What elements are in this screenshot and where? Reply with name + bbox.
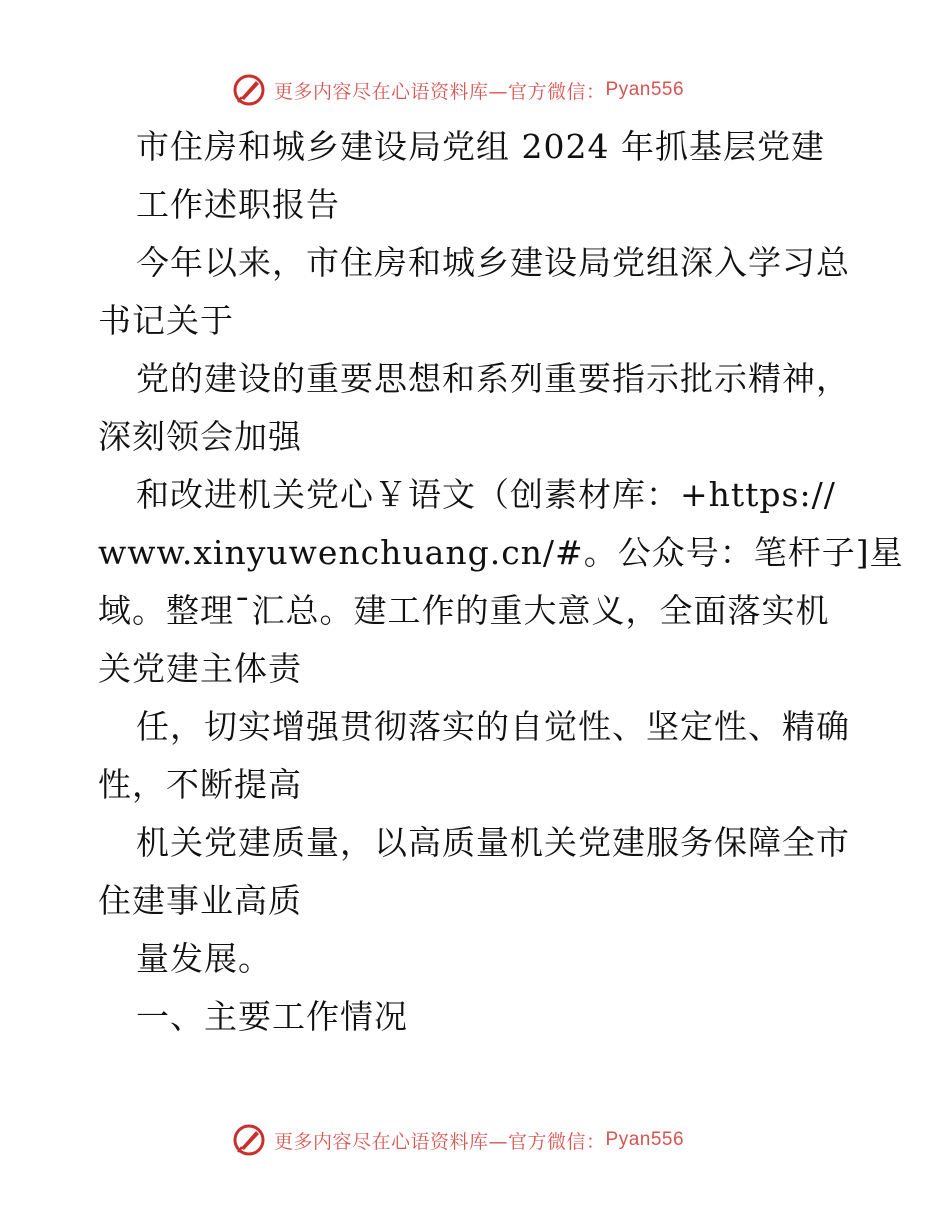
body-line: 任，切实增强贯彻落实的自觉性、坚定性、精确 (136, 707, 850, 746)
body-line: 市住房和城乡建设局党组 2024 年抓基层党建 (136, 127, 825, 166)
body-line: 党的建设的重要思想和系列重要指示批示精神， (136, 359, 850, 398)
body-line: 机关党建质量，以高质量机关党建服务保障全市 (136, 823, 850, 862)
body-line: 今年以来，市住房和城乡建设局党组深入学习总 (136, 243, 850, 282)
red-quill-logo-icon (232, 73, 266, 107)
body-line: 性，不断提高 (98, 765, 302, 804)
header-watermark (232, 70, 684, 110)
body-line: 书记关于 (98, 301, 234, 340)
body-line: 和改进机关党心￥语文（创素材库：+https:// (136, 475, 836, 514)
watermark-wechat-id: Pyan556 (605, 79, 685, 100)
body-line: www.xinyuwenchuang.cn/#。公众号：笔杆子]星 (98, 533, 904, 572)
body-line: 量发展。 (136, 939, 272, 978)
body-line: 深刻领会加强 (98, 417, 302, 456)
watermark-wechat-id: Pyan556 (605, 1129, 685, 1150)
body-line: 住建事业高质 (98, 881, 302, 920)
red-quill-logo-icon (232, 1123, 266, 1157)
watermark-text: 更多内容尽在心语资料库—官方微信： (274, 1130, 606, 1153)
document-body (98, 118, 904, 1046)
body-line: 关党建主体责 (98, 649, 302, 688)
body-line: 域。整理¯汇总。建工作的重大意义，全面落实机 (98, 591, 830, 630)
section-heading: 一、主要工作情况 (136, 997, 408, 1036)
watermark-text: 更多内容尽在心语资料库—官方微信： (274, 80, 606, 103)
footer-watermark (232, 1120, 684, 1160)
body-line: 工作述职报告 (136, 185, 340, 224)
